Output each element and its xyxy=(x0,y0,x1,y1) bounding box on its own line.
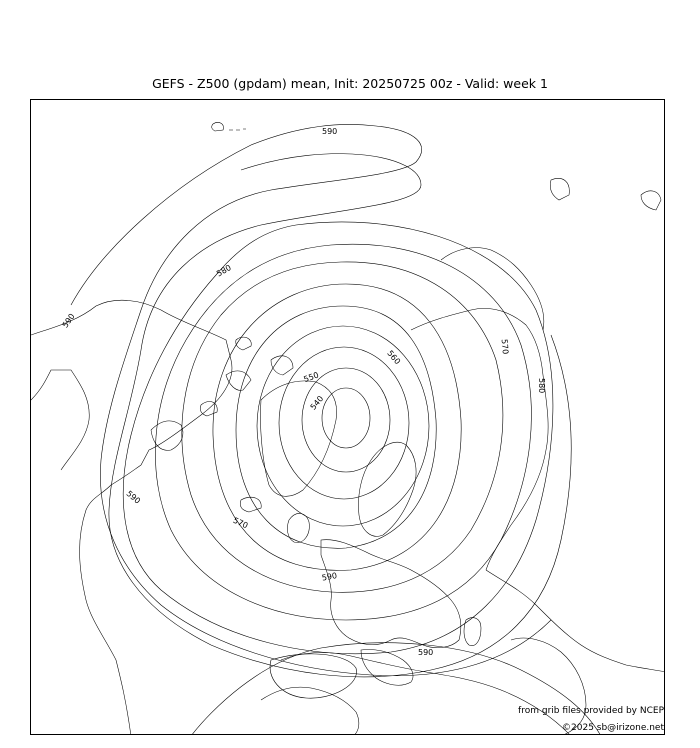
contour-label: 590 xyxy=(124,488,143,506)
contour-label: 560 xyxy=(385,348,403,367)
coast-north-africa-west xyxy=(261,687,359,735)
contour-label: 590 xyxy=(322,127,338,136)
contour-label: 580 xyxy=(215,263,233,279)
coast-east-asia xyxy=(486,570,665,672)
coast-alaska xyxy=(31,370,89,470)
coast-siberia xyxy=(411,308,548,570)
contour-labels xyxy=(61,127,546,657)
coast-africa xyxy=(281,653,571,735)
contour-565 xyxy=(213,284,461,570)
contour-580 xyxy=(123,222,553,654)
coast-europe xyxy=(321,540,461,648)
contour-label: 590 xyxy=(321,571,338,583)
coastlines xyxy=(31,122,665,735)
coast-kamchatka xyxy=(441,248,544,330)
z500-contours xyxy=(71,124,601,735)
coast-arabia xyxy=(511,638,586,735)
data-source-credit: from grib files provided by NCEP xyxy=(518,706,664,716)
coast-greenland xyxy=(260,381,336,496)
coast-iceland xyxy=(240,497,261,512)
contour-label: 590 xyxy=(60,311,77,330)
contour-label: 570 xyxy=(499,338,510,355)
contour-545 xyxy=(302,368,390,472)
copyright-credit: ©2025 sb@irizone.net xyxy=(562,723,664,733)
contour-575 xyxy=(155,244,531,620)
coast-small-islands xyxy=(212,122,246,131)
contour-label: 540 xyxy=(308,394,326,412)
contour-label: 550 xyxy=(302,370,320,385)
contour-label: 580 xyxy=(537,378,546,394)
chart-title: GEFS - Z500 (gpdam) mean, Init: 20250725 00z - Valid: week 1 xyxy=(152,76,548,91)
map-canvas xyxy=(31,100,665,735)
coast-hudson xyxy=(151,421,183,450)
contour-label: 570 xyxy=(231,515,250,531)
contour-550 xyxy=(279,347,409,499)
contour-570 xyxy=(182,262,503,592)
coast-arctic-islands xyxy=(200,337,293,416)
contour-590 xyxy=(71,124,551,675)
contour-585 xyxy=(109,154,571,677)
contour-label: 590 xyxy=(418,648,434,657)
contour-540 xyxy=(322,388,370,448)
map-frame xyxy=(30,99,665,735)
coast-japan xyxy=(550,178,661,210)
contour-590-south xyxy=(191,643,601,735)
coast-mediterranean xyxy=(361,649,413,685)
coast-caspian xyxy=(464,618,481,646)
contour-560 xyxy=(236,306,436,548)
coast-north-america xyxy=(31,300,232,735)
